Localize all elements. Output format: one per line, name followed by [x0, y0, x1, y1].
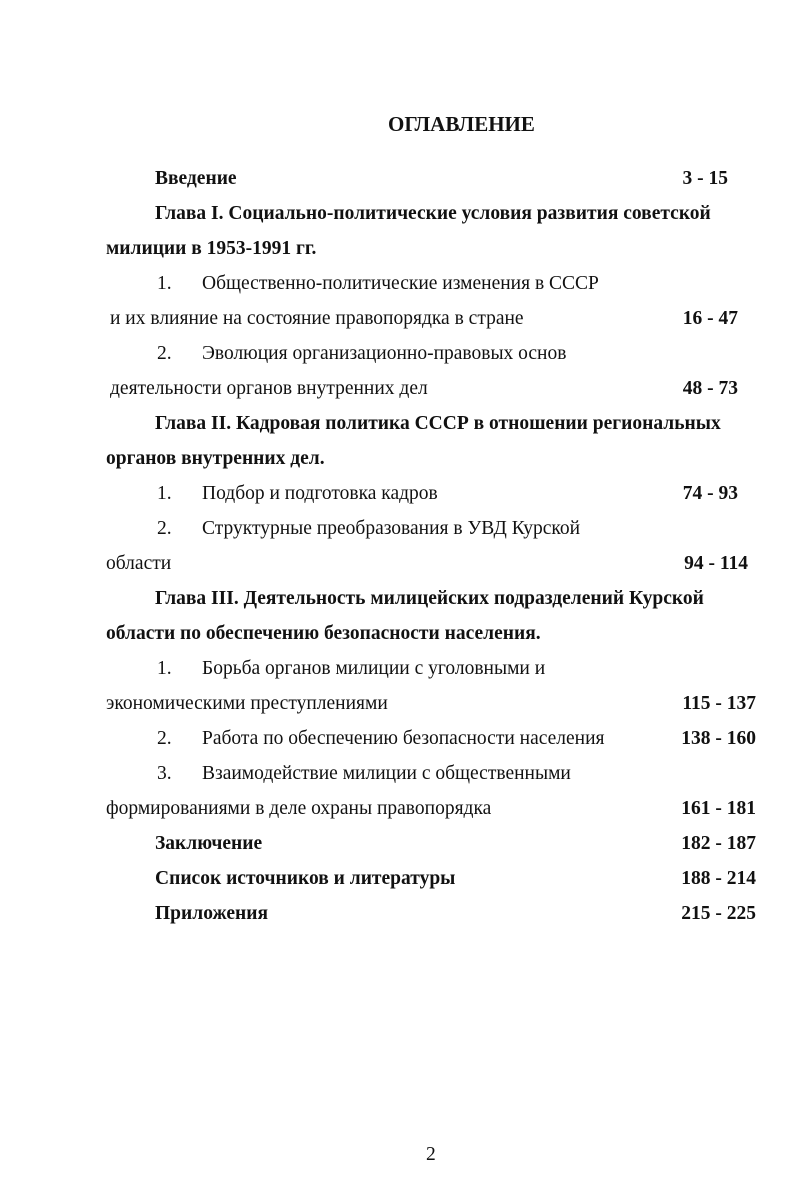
toc-ch3-s1-line2: экономическими преступлениями	[106, 693, 388, 714]
toc-ch1-s2-num: 2.	[157, 343, 172, 364]
toc-intro-pages: 3 - 15	[682, 168, 728, 189]
toc-ch3-s3-line1: Взаимодействие милиции с общественными	[202, 763, 571, 784]
toc-intro-label: Введение	[155, 168, 237, 189]
toc-appendix-pages: 215 - 225	[681, 903, 756, 924]
toc-chapter2-title-line2: органов внутренних дел.	[106, 448, 325, 469]
toc-ch1-s1-line2: и их влияние на состояние правопорядка в стране	[110, 308, 524, 329]
toc-ch2-s1-line1: Подбор и подготовка кадров	[202, 483, 438, 504]
toc-chapter1-title-line1: Глава I. Социально-политические условия развития советской	[155, 203, 711, 224]
toc-ch2-s2-line1: Структурные преобразования в УВД Курской	[202, 518, 581, 539]
toc-ch3-s2-pages: 138 - 160	[681, 728, 756, 749]
toc-ch3-s2-num: 2.	[157, 728, 172, 749]
toc-ch3-s3-line2: формированиями в деле охраны правопорядка	[106, 798, 492, 819]
toc-chapter3-title-line1: Глава III. Деятельность милицейских подразделений Курской	[155, 588, 704, 609]
toc-ch3-s3-pages: 161 - 181	[681, 798, 756, 819]
toc-ch1-s2-line1: Эволюция организационно-правовых основ	[202, 343, 567, 364]
toc-ch2-s1-num: 1.	[157, 483, 172, 504]
toc-ch1-s2-pages: 48 - 73	[682, 378, 738, 399]
toc-conclusion-label: Заключение	[155, 833, 263, 854]
toc-ch1-s1-line1: Общественно-политические изменения в СССР	[202, 273, 599, 294]
toc-sources-pages: 188 - 214	[681, 868, 756, 889]
toc-ch3-s3-num: 3.	[157, 763, 172, 784]
toc-chapter2-title-line1: Глава II. Кадровая политика СССР в отношении региональных	[155, 413, 721, 434]
toc-chapter1-title-line2: милиции в 1953-1991 гг.	[106, 238, 317, 259]
toc-ch2-s2-pages: 94 - 114	[684, 553, 748, 574]
toc-ch3-s1-num: 1.	[157, 658, 172, 679]
page-number: 2	[426, 1144, 436, 1165]
toc-chapter3-title-line2: области по обеспечению безопасности населения.	[106, 623, 541, 644]
toc-appendix-label: Приложения	[155, 903, 269, 924]
toc-ch1-s2-line2: деятельности органов внутренних дел	[110, 378, 428, 399]
page-title: ОГЛАВЛЕНИЕ	[388, 112, 535, 136]
toc-ch2-s2-line2: области	[106, 553, 172, 574]
toc-ch2-s2-num: 2.	[157, 518, 172, 539]
toc-ch1-s1-pages: 16 - 47	[682, 308, 738, 329]
toc-ch3-s1-pages: 115 - 137	[682, 693, 756, 714]
toc-sources-label: Список источников и литературы	[155, 868, 456, 889]
toc-ch3-s2-line1: Работа по обеспечению безопасности населения	[202, 728, 605, 749]
toc-ch3-s1-line1: Борьба органов милиции с уголовными и	[202, 658, 546, 679]
toc-ch2-s1-pages: 74 - 93	[682, 483, 738, 504]
toc-conclusion-pages: 182 - 187	[681, 833, 756, 854]
toc-ch1-s1-num: 1.	[157, 273, 172, 294]
